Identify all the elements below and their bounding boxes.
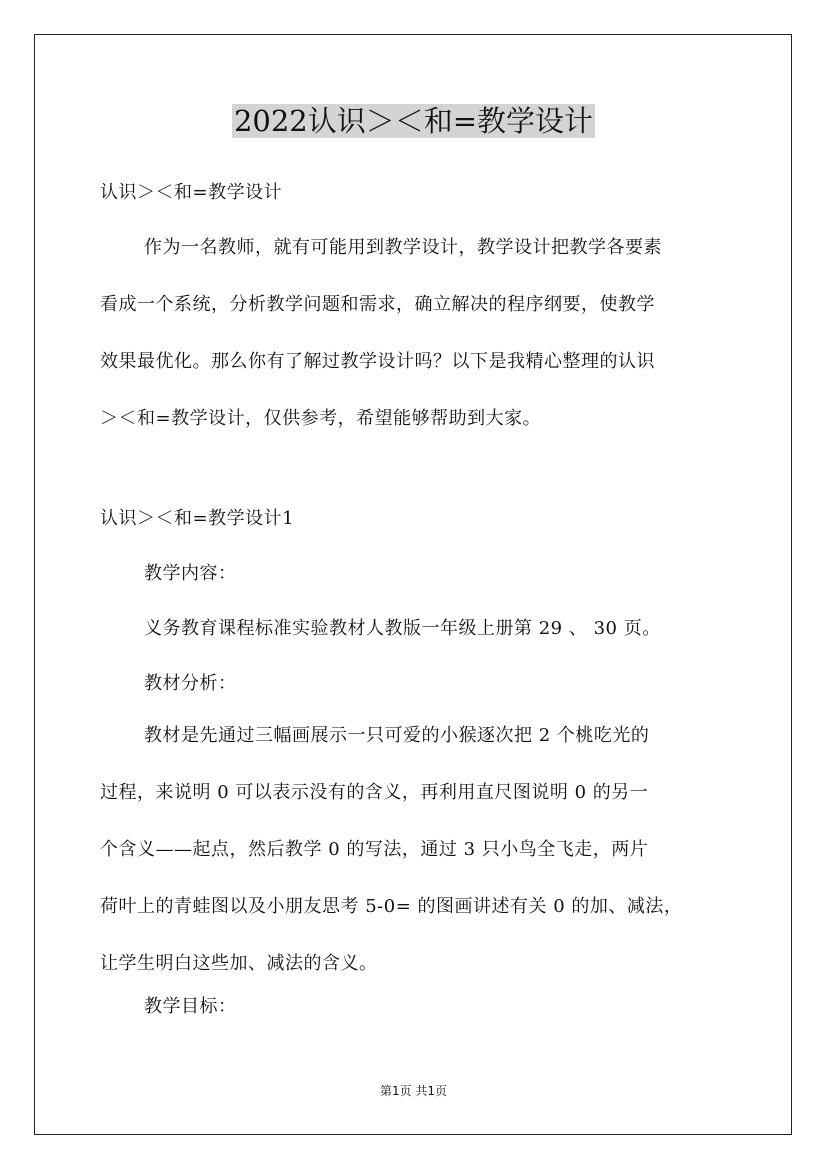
text-line: 荷叶上的青蛙图以及小朋友思考 5-0= 的图画讲述有关 0 的加、减法， <box>100 896 683 917</box>
text-line: 认识＞＜和=教学设计1 <box>100 508 295 529</box>
text-line: 教学目标： <box>144 996 237 1017</box>
content-paragraph <box>100 707 730 992</box>
text-line: ＞＜和=教学设计，仅供参考，希望能够帮助到大家。 <box>100 408 542 429</box>
text-line: 认识＞＜和=教学设计 <box>100 182 283 203</box>
label-paragraph <box>100 978 730 1035</box>
text-line: 教学内容： <box>144 563 237 584</box>
document-title <box>0 100 827 142</box>
text-line: 看成一个系统，分析教学问题和需求，确立解决的程序纲要，使教学 <box>100 294 655 315</box>
text-line: 效果最优化。那么你有了解过教学设计吗？以下是我精心整理的认识 <box>100 351 655 372</box>
page-footer: 第1页 共1页 <box>379 1084 448 1098</box>
section-heading <box>100 490 730 547</box>
text-line: 让学生明白这些加、减法的含义。 <box>100 953 378 974</box>
section-heading <box>100 164 730 221</box>
document-title-text: 2022认识＞＜和=教学设计 <box>233 104 594 138</box>
text-line: 过程，来说明 0 可以表示没有的含义，再利用直尺图说明 0 的另一 <box>100 782 649 803</box>
intro-paragraph <box>100 219 730 447</box>
label-paragraph <box>100 655 730 712</box>
text-line: 义务教育课程标准实验教材人教版一年级上册第 29 、 30 页。 <box>144 618 661 639</box>
text-line: 作为一名教师，就有可能用到教学设计，教学设计把教学各要素 <box>144 237 662 258</box>
text-line: 教材是先通过三幅画展示一只可爱的小猴逐次把 2 个桃吃光的 <box>144 725 650 746</box>
text-line: 个含义——起点，然后教学 0 的写法，通过 3 只小鸟全飞走，两片 <box>100 839 649 860</box>
content-paragraph <box>100 600 730 657</box>
label-paragraph <box>100 545 730 602</box>
text-line: 教材分析： <box>144 673 237 694</box>
